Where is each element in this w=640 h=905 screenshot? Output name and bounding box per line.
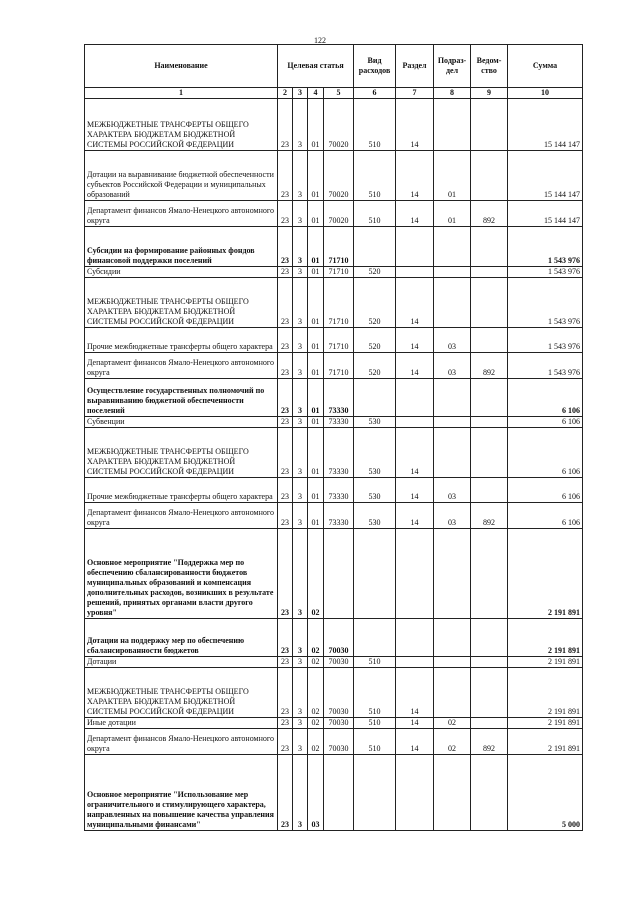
target-code-d-cell: 70030 [324, 718, 354, 729]
row-name-cell: Департамент финансов Ямало-Ненецкого автономного округа [85, 353, 278, 379]
target-code-d-cell: 71710 [324, 227, 354, 267]
row-name-cell: Департамент финансов Ямало-Ненецкого автономного округа [85, 729, 278, 755]
subsection-cell [434, 668, 471, 718]
table-row [85, 379, 583, 417]
amount-cell: 2 191 891 [508, 729, 583, 755]
target-code-d-cell: 70030 [324, 729, 354, 755]
table-row [85, 657, 583, 668]
expense-type-cell: 510 [354, 201, 396, 227]
target-code-b-cell: 3 [293, 267, 308, 278]
expense-type-cell [354, 529, 396, 619]
target-code-b-cell: 3 [293, 99, 308, 151]
department-cell [471, 278, 508, 328]
amount-cell: 6 106 [508, 417, 583, 428]
target-code-d-cell: 73330 [324, 417, 354, 428]
target-code-b-cell: 3 [293, 417, 308, 428]
target-code-c-cell: 01 [308, 503, 324, 529]
section-cell [396, 619, 434, 657]
target-code-c-cell: 01 [308, 379, 324, 417]
subsection-cell [434, 529, 471, 619]
row-name-cell: Дотации [85, 657, 278, 668]
department-cell [471, 428, 508, 478]
target-code-b-cell: 3 [293, 718, 308, 729]
subsection-cell: 03 [434, 328, 471, 353]
target-code-c-cell: 02 [308, 657, 324, 668]
amount-cell: 5 000 [508, 755, 583, 831]
page-number: 122 [314, 36, 326, 45]
section-cell [396, 417, 434, 428]
target-code-a-cell: 23 [278, 729, 293, 755]
target-code-a-cell: 23 [278, 99, 293, 151]
expense-type-cell: 510 [354, 151, 396, 201]
target-code-c-cell: 01 [308, 278, 324, 328]
table-row [85, 503, 583, 529]
target-code-d-cell: 73330 [324, 503, 354, 529]
col-number: 5 [324, 88, 354, 99]
target-code-a-cell: 23 [278, 151, 293, 201]
row-name-cell: Дотации на выравнивание бюджетной обеспеченности субъектов Российской Федерации и муниципальных образований [85, 151, 278, 201]
subsection-cell: 01 [434, 151, 471, 201]
table-row [85, 729, 583, 755]
target-code-c-cell: 01 [308, 267, 324, 278]
target-code-d-cell: 70020 [324, 99, 354, 151]
row-name-cell: Субвенции [85, 417, 278, 428]
table-header-row [85, 45, 583, 88]
table-body [85, 99, 583, 831]
subsection-cell [434, 755, 471, 831]
amount-cell: 1 543 976 [508, 267, 583, 278]
target-code-b-cell: 3 [293, 729, 308, 755]
subsection-cell: 01 [434, 201, 471, 227]
section-cell: 14 [396, 503, 434, 529]
department-cell [471, 379, 508, 417]
target-code-c-cell: 01 [308, 227, 324, 267]
amount-cell: 1 543 976 [508, 227, 583, 267]
col-number: 6 [354, 88, 396, 99]
col-number: 4 [308, 88, 324, 99]
target-code-d-cell [324, 529, 354, 619]
section-cell: 14 [396, 478, 434, 503]
target-code-a-cell: 23 [278, 267, 293, 278]
expense-type-cell: 530 [354, 503, 396, 529]
target-code-a-cell: 23 [278, 379, 293, 417]
department-cell [471, 668, 508, 718]
department-cell [471, 718, 508, 729]
section-cell: 14 [396, 353, 434, 379]
target-code-a-cell: 23 [278, 718, 293, 729]
amount-cell: 1 543 976 [508, 353, 583, 379]
target-code-a-cell: 23 [278, 201, 293, 227]
table-row [85, 267, 583, 278]
budget-table [84, 44, 583, 831]
target-code-c-cell: 01 [308, 353, 324, 379]
section-cell: 14 [396, 151, 434, 201]
target-code-b-cell: 3 [293, 379, 308, 417]
column-number-row [85, 88, 583, 99]
row-name-cell: МЕЖБЮДЖЕТНЫЕ ТРАНСФЕРТЫ ОБЩЕГО ХАРАКТЕРА БЮДЖЕТАМ БЮДЖЕТНОЙ СИСТЕМЫ РОССИЙСКОЙ ФЕДЕРАЦИИ [85, 278, 278, 328]
table-row [85, 328, 583, 353]
expense-type-cell: 530 [354, 417, 396, 428]
department-cell: 892 [471, 201, 508, 227]
col-header-subsection: Подраз-дел [434, 45, 471, 88]
subsection-cell [434, 657, 471, 668]
department-cell: 892 [471, 503, 508, 529]
expense-type-cell: 530 [354, 428, 396, 478]
department-cell [471, 755, 508, 831]
row-name-cell: Прочие межбюджетные трансферты общего характера [85, 328, 278, 353]
target-code-c-cell: 01 [308, 428, 324, 478]
table-row [85, 668, 583, 718]
target-code-c-cell: 02 [308, 729, 324, 755]
table-row [85, 417, 583, 428]
target-code-a-cell: 23 [278, 503, 293, 529]
row-name-cell: МЕЖБЮДЖЕТНЫЕ ТРАНСФЕРТЫ ОБЩЕГО ХАРАКТЕРА БЮДЖЕТАМ БЮДЖЕТНОЙ СИСТЕМЫ РОССИЙСКОЙ ФЕДЕРАЦИИ [85, 99, 278, 151]
amount-cell: 15 144 147 [508, 99, 583, 151]
amount-cell: 1 543 976 [508, 328, 583, 353]
section-cell: 14 [396, 718, 434, 729]
target-code-b-cell: 3 [293, 353, 308, 379]
subsection-cell: 03 [434, 503, 471, 529]
section-cell [396, 227, 434, 267]
department-cell [471, 99, 508, 151]
target-code-c-cell: 01 [308, 328, 324, 353]
target-code-d-cell: 73330 [324, 478, 354, 503]
target-code-b-cell: 3 [293, 227, 308, 267]
target-code-b-cell: 3 [293, 503, 308, 529]
row-name-cell: Основное мероприятие "Поддержка мер по обеспечению сбалансированности бюджетов муниципальных образований и компенсация дополнительных расходов, возникших в результате решений, принятых органами власти другого уровня" [85, 529, 278, 619]
department-cell [471, 619, 508, 657]
department-cell [471, 657, 508, 668]
expense-type-cell: 510 [354, 657, 396, 668]
row-name-cell: Основное мероприятие "Использование мер ограничительного и стимулирующего характера, направленных на повышение качества управления муниципальными финансами" [85, 755, 278, 831]
target-code-b-cell: 3 [293, 328, 308, 353]
section-cell: 14 [396, 729, 434, 755]
target-code-d-cell: 71710 [324, 328, 354, 353]
target-code-a-cell: 23 [278, 619, 293, 657]
subsection-cell [434, 267, 471, 278]
amount-cell: 6 106 [508, 379, 583, 417]
target-code-c-cell: 01 [308, 201, 324, 227]
section-cell: 14 [396, 668, 434, 718]
row-name-cell: Департамент финансов Ямало-Ненецкого автономного округа [85, 201, 278, 227]
subsection-cell: 02 [434, 729, 471, 755]
target-code-d-cell: 70020 [324, 151, 354, 201]
target-code-c-cell: 01 [308, 99, 324, 151]
target-code-b-cell: 3 [293, 529, 308, 619]
table-row [85, 353, 583, 379]
target-code-b-cell: 3 [293, 755, 308, 831]
department-cell [471, 328, 508, 353]
target-code-b-cell: 3 [293, 201, 308, 227]
expense-type-cell [354, 379, 396, 417]
table-row [85, 278, 583, 328]
department-cell [471, 227, 508, 267]
department-cell: 892 [471, 353, 508, 379]
department-cell: 892 [471, 729, 508, 755]
subsection-cell [434, 417, 471, 428]
target-code-c-cell: 03 [308, 755, 324, 831]
col-header-expense-type: Вид расходов [354, 45, 396, 88]
target-code-b-cell: 3 [293, 151, 308, 201]
target-code-d-cell: 70030 [324, 668, 354, 718]
target-code-c-cell: 02 [308, 529, 324, 619]
target-code-b-cell: 3 [293, 619, 308, 657]
table-row [85, 619, 583, 657]
expense-type-cell [354, 227, 396, 267]
subsection-cell: 03 [434, 353, 471, 379]
target-code-a-cell: 23 [278, 668, 293, 718]
subsection-cell: 02 [434, 718, 471, 729]
target-code-d-cell: 71710 [324, 353, 354, 379]
amount-cell: 2 191 891 [508, 529, 583, 619]
amount-cell: 1 543 976 [508, 278, 583, 328]
department-cell [471, 267, 508, 278]
row-name-cell: Департамент финансов Ямало-Ненецкого автономного округа [85, 503, 278, 529]
expense-type-cell: 520 [354, 328, 396, 353]
expense-type-cell: 510 [354, 729, 396, 755]
section-cell: 14 [396, 201, 434, 227]
target-code-d-cell: 70030 [324, 657, 354, 668]
expense-type-cell: 520 [354, 278, 396, 328]
section-cell: 14 [396, 428, 434, 478]
target-code-c-cell: 01 [308, 151, 324, 201]
col-number: 10 [508, 88, 583, 99]
subsection-cell [434, 99, 471, 151]
row-name-cell: Иные дотации [85, 718, 278, 729]
target-code-d-cell [324, 755, 354, 831]
section-cell [396, 755, 434, 831]
department-cell [471, 417, 508, 428]
section-cell: 14 [396, 278, 434, 328]
target-code-d-cell: 70020 [324, 201, 354, 227]
subsection-cell [434, 379, 471, 417]
section-cell [396, 379, 434, 417]
table-row [85, 151, 583, 201]
expense-type-cell: 520 [354, 353, 396, 379]
col-number: 1 [85, 88, 278, 99]
target-code-a-cell: 23 [278, 657, 293, 668]
expense-type-cell: 520 [354, 267, 396, 278]
expense-type-cell [354, 755, 396, 831]
row-name-cell: Дотации на поддержку мер по обеспечению сбалансированности бюджетов [85, 619, 278, 657]
subsection-cell [434, 227, 471, 267]
table-row [85, 718, 583, 729]
col-header-amount: Сумма [508, 45, 583, 88]
row-name-cell: МЕЖБЮДЖЕТНЫЕ ТРАНСФЕРТЫ ОБЩЕГО ХАРАКТЕРА БЮДЖЕТАМ БЮДЖЕТНОЙ СИСТЕМЫ РОССИЙСКОЙ ФЕДЕРАЦИИ [85, 428, 278, 478]
target-code-a-cell: 23 [278, 328, 293, 353]
target-code-b-cell: 3 [293, 428, 308, 478]
target-code-c-cell: 01 [308, 417, 324, 428]
expense-type-cell: 530 [354, 478, 396, 503]
col-header-section: Раздел [396, 45, 434, 88]
row-name-cell: Прочие межбюджетные трансферты общего характера [85, 478, 278, 503]
expense-type-cell: 510 [354, 718, 396, 729]
row-name-cell: Субсидии [85, 267, 278, 278]
amount-cell: 2 191 891 [508, 668, 583, 718]
table-row [85, 227, 583, 267]
subsection-cell [434, 278, 471, 328]
section-cell: 14 [396, 328, 434, 353]
table-row [85, 755, 583, 831]
expense-type-cell: 510 [354, 99, 396, 151]
target-code-b-cell: 3 [293, 278, 308, 328]
target-code-a-cell: 23 [278, 478, 293, 503]
table-row [85, 201, 583, 227]
target-code-a-cell: 23 [278, 227, 293, 267]
target-code-a-cell: 23 [278, 755, 293, 831]
col-number: 8 [434, 88, 471, 99]
col-header-department: Ведом-ство [471, 45, 508, 88]
amount-cell: 6 106 [508, 478, 583, 503]
target-code-a-cell: 23 [278, 428, 293, 478]
table-row [85, 99, 583, 151]
target-code-b-cell: 3 [293, 657, 308, 668]
section-cell [396, 267, 434, 278]
row-name-cell: Осуществление государственных полномочий по выравниванию бюджетной обеспеченности поселений [85, 379, 278, 417]
target-code-c-cell: 02 [308, 619, 324, 657]
target-code-d-cell: 71710 [324, 278, 354, 328]
section-cell [396, 657, 434, 668]
expense-type-cell: 510 [354, 668, 396, 718]
target-code-a-cell: 23 [278, 417, 293, 428]
col-header-target-article: Целевая статья [278, 45, 354, 88]
subsection-cell [434, 619, 471, 657]
amount-cell: 2 191 891 [508, 718, 583, 729]
department-cell [471, 478, 508, 503]
amount-cell: 6 106 [508, 503, 583, 529]
subsection-cell [434, 428, 471, 478]
section-cell [396, 529, 434, 619]
col-header-name: Наименование [85, 45, 278, 88]
row-name-cell: Субсидии на формирование районных фондов финансовой поддержки поселений [85, 227, 278, 267]
target-code-d-cell: 70030 [324, 619, 354, 657]
target-code-b-cell: 3 [293, 668, 308, 718]
target-code-a-cell: 23 [278, 353, 293, 379]
department-cell [471, 529, 508, 619]
target-code-c-cell: 01 [308, 478, 324, 503]
row-name-cell: МЕЖБЮДЖЕТНЫЕ ТРАНСФЕРТЫ ОБЩЕГО ХАРАКТЕРА БЮДЖЕТАМ БЮДЖЕТНОЙ СИСТЕМЫ РОССИЙСКОЙ ФЕДЕРАЦИИ [85, 668, 278, 718]
target-code-c-cell: 02 [308, 668, 324, 718]
target-code-c-cell: 02 [308, 718, 324, 729]
table-row [85, 529, 583, 619]
subsection-cell: 03 [434, 478, 471, 503]
target-code-b-cell: 3 [293, 478, 308, 503]
amount-cell: 15 144 147 [508, 151, 583, 201]
col-number: 2 [278, 88, 293, 99]
target-code-d-cell: 73330 [324, 428, 354, 478]
amount-cell: 2 191 891 [508, 657, 583, 668]
section-cell: 14 [396, 99, 434, 151]
amount-cell: 6 106 [508, 428, 583, 478]
table-row [85, 478, 583, 503]
col-number: 7 [396, 88, 434, 99]
expense-type-cell [354, 619, 396, 657]
amount-cell: 15 144 147 [508, 201, 583, 227]
table-row [85, 428, 583, 478]
col-number: 9 [471, 88, 508, 99]
target-code-a-cell: 23 [278, 278, 293, 328]
col-number: 3 [293, 88, 308, 99]
target-code-d-cell: 73330 [324, 379, 354, 417]
amount-cell: 2 191 891 [508, 619, 583, 657]
target-code-a-cell: 23 [278, 529, 293, 619]
department-cell [471, 151, 508, 201]
target-code-d-cell: 71710 [324, 267, 354, 278]
